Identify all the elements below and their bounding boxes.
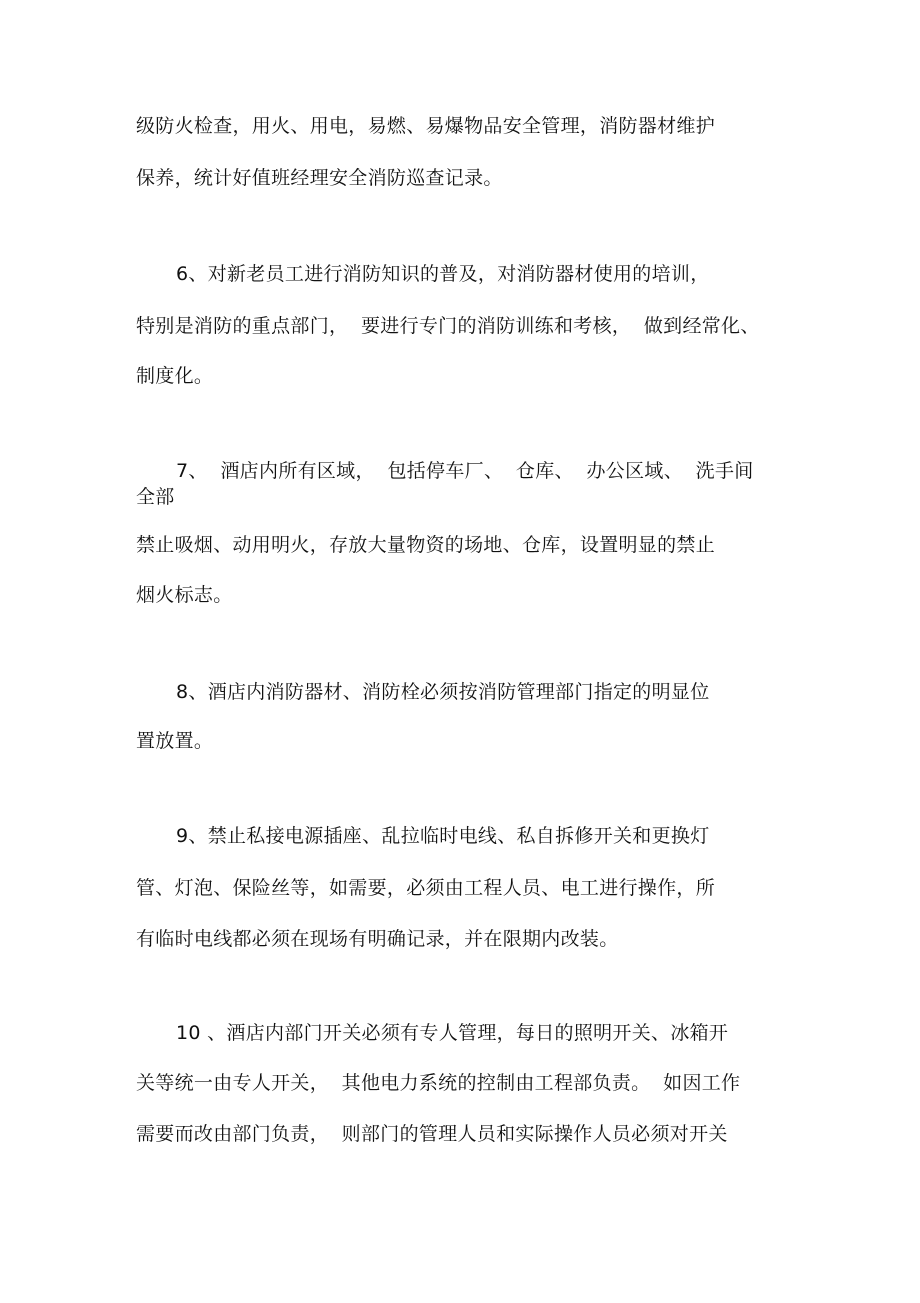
paragraph-item-10: 10 、酒店内部门开关必须有专人管理，每日的照明开关、冰箱开 [176, 1022, 729, 1044]
text-line: 级防火检查，用火、用电，易燃、易爆物品安全管理，消防器材维护 [136, 115, 716, 137]
text-line: 保养，统计好值班经理安全消防巡查记录。 [136, 167, 503, 189]
text-line: 关等统一由专人开关， 其他电力系统的控制由工程部负责。 如因工作 [136, 1072, 741, 1094]
text-line: 需要而改由部门负责， 则部门的管理人员和实际操作人员必须对开关 [136, 1123, 728, 1145]
text-line: 烟火标志。 [136, 584, 233, 606]
paragraph-item-7: 7、 酒店内所有区域， 包括停车厂、 仓库、 办公区域、 洗手间 [176, 460, 754, 482]
text-line: 制度化。 [136, 365, 214, 387]
text-line: 有临时电线都必须在现场有明确记录，并在限期内改装。 [136, 928, 619, 950]
paragraph-item-6: 6、对新老员工进行消防知识的普及，对消防器材使用的培训， [176, 263, 710, 285]
text-line: 禁止吸烟、动用明火，存放大量物资的场地、仓库，设置明显的禁止 [136, 534, 716, 556]
paragraph-item-9: 9、禁止私接电源插座、乱拉临时电线、私自拆修开关和更换灯 [176, 825, 710, 847]
paragraph-item-8: 8、酒店内消防器材、消防栓必须按消防管理部门指定的明显位 [176, 681, 710, 703]
text-line: 管、灯泡、保险丝等，如需要，必须由工程人员、电工进行操作，所 [136, 877, 716, 899]
text-line: 全部 [136, 486, 175, 508]
text-line: 特别是消防的重点部门， 要进行专门的消防训练和考核， 做到经常化、 [136, 315, 760, 337]
text-line: 置放置。 [136, 730, 214, 752]
